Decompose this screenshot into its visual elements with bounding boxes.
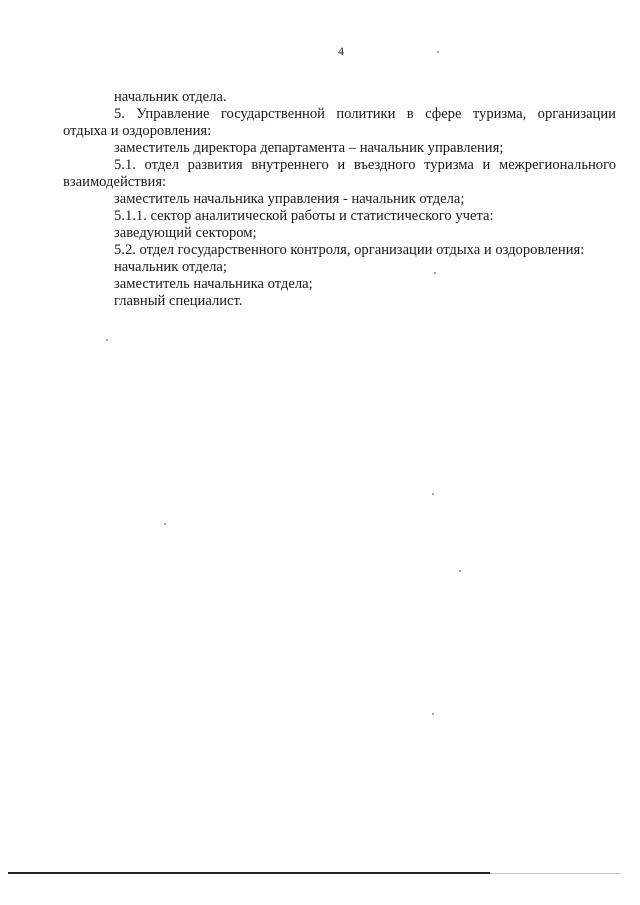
position-line: заместитель начальника управления - начальник отдела;	[114, 191, 465, 207]
scan-speck	[434, 272, 436, 274]
position-line: начальник отдела;	[114, 259, 227, 275]
section-heading-5-1: 5.1. отдел развития внутреннего и въездного туризма и межрегионального	[114, 157, 616, 173]
bottom-rule	[8, 872, 490, 874]
section-heading-5-1-1: 5.1.1. сектор аналитической работы и статистического учета:	[114, 208, 494, 224]
text-line: начальник отдела.	[114, 89, 227, 105]
scan-speck	[106, 339, 108, 341]
section-heading-5-continued: отдыха и оздоровления:	[63, 123, 212, 139]
scan-speck	[432, 493, 434, 495]
bottom-rule-faint	[490, 873, 620, 874]
scan-speck	[459, 570, 461, 572]
document-body	[63, 89, 616, 310]
scan-speck	[432, 713, 434, 715]
position-line: заместитель директора департамента – начальник управления;	[114, 140, 504, 156]
position-line: главный специалист.	[114, 293, 243, 309]
page-number: 4	[338, 44, 344, 58]
scan-speck	[437, 51, 439, 53]
position-line: заместитель начальника отдела;	[114, 276, 313, 292]
section-heading-5: 5. Управление государственной политики в сфере туризма, организации	[114, 106, 616, 122]
position-line: заведующий сектором;	[114, 225, 257, 241]
section-heading-5-1-continued: взаимодействия:	[63, 174, 167, 190]
section-heading-5-2: 5.2. отдел государственного контроля, организации отдыха и оздоровления:	[114, 242, 585, 258]
scan-speck	[164, 523, 166, 525]
